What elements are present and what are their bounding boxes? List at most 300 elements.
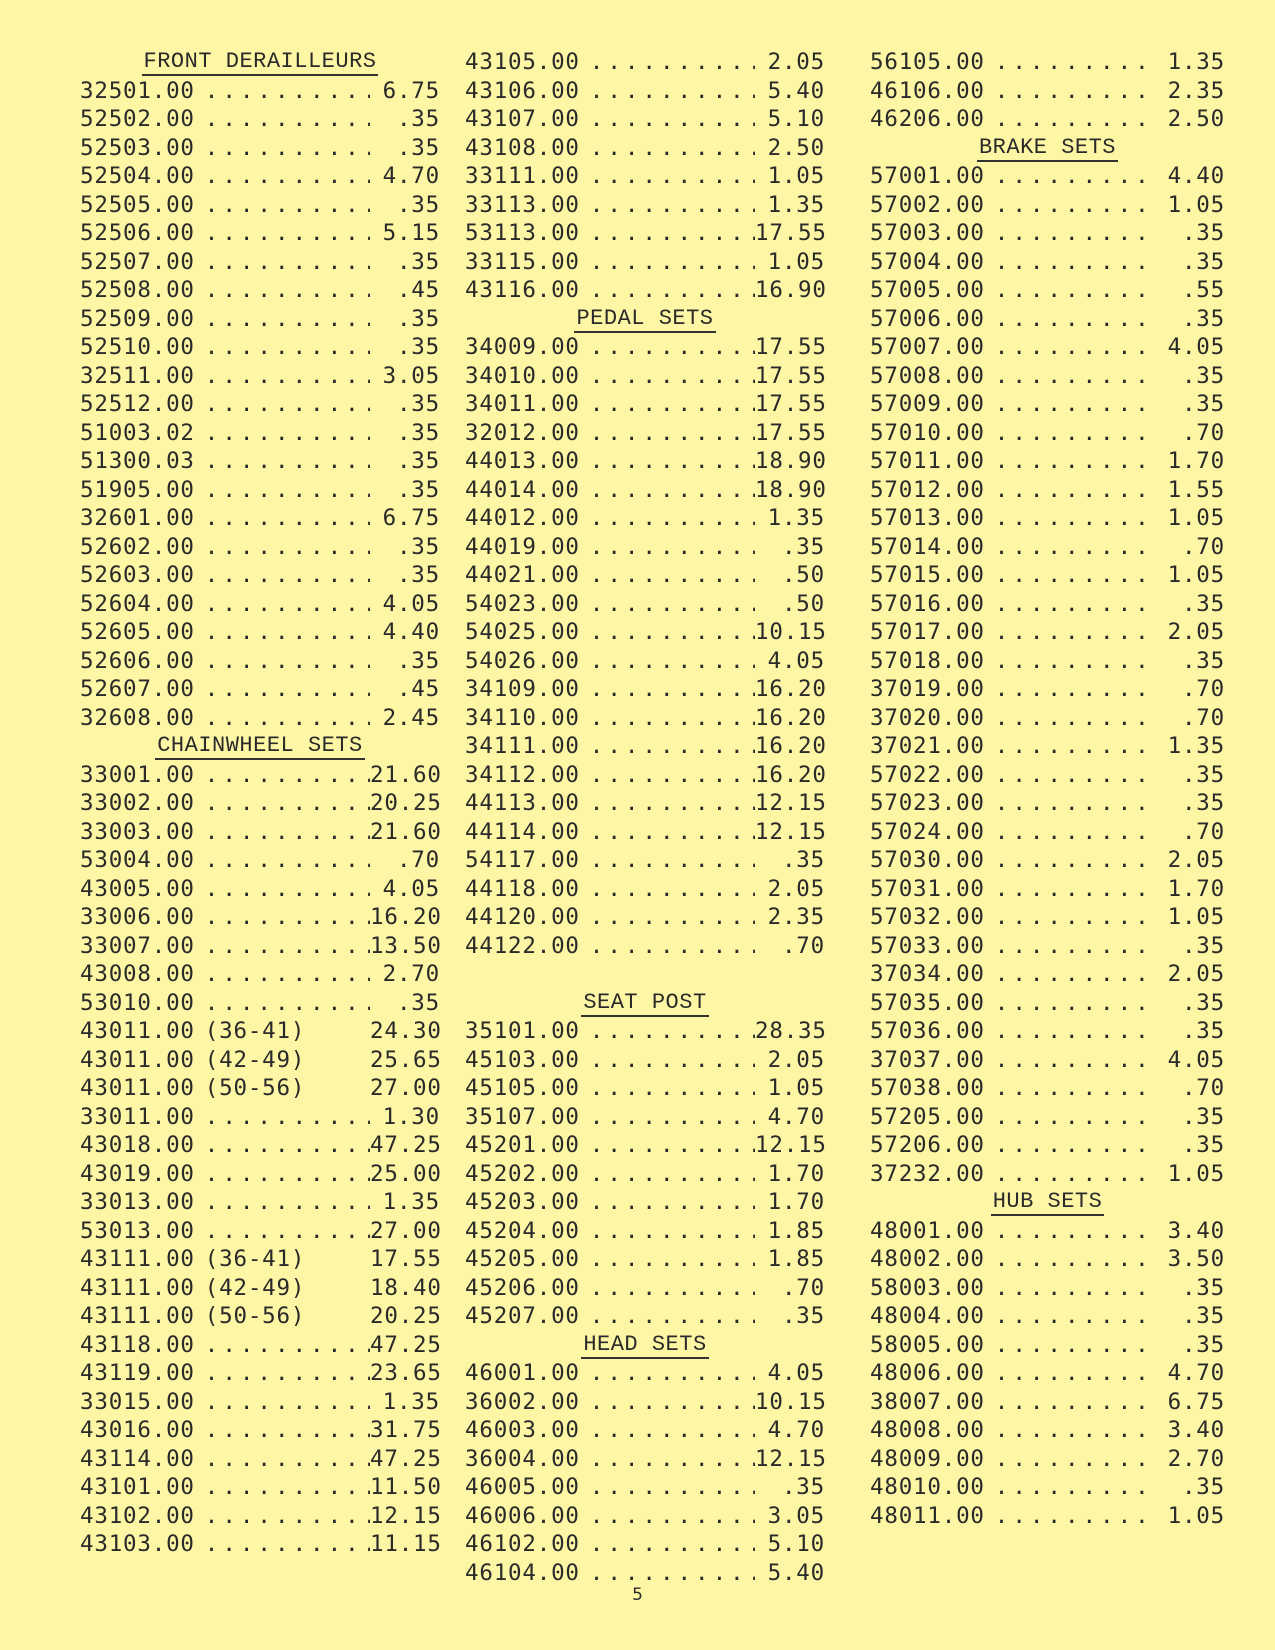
part-number: 43111.00 <box>80 1274 195 1301</box>
price-row <box>870 1274 1225 1303</box>
section-header-text: BRAKE SETS <box>978 134 1117 160</box>
dot-leader <box>580 1388 755 1417</box>
price-value: .50 <box>781 562 825 588</box>
price-row <box>80 1046 440 1075</box>
dot-leader <box>195 219 370 248</box>
dot-leader <box>985 561 1155 590</box>
price-row <box>870 1445 1225 1474</box>
price-row <box>465 1502 825 1531</box>
part-number: 32608.00 <box>80 704 195 731</box>
price-row <box>465 618 825 647</box>
dot-leader <box>580 1074 755 1103</box>
part-number: 33013.00 <box>80 1189 195 1215</box>
price-value: .35 <box>396 989 440 1016</box>
price-value: 4.70 <box>767 1417 825 1443</box>
price-row <box>870 191 1225 220</box>
price-value: .70 <box>781 1274 825 1301</box>
price-value: 2.70 <box>382 961 440 987</box>
part-number: 33006.00 <box>80 904 195 930</box>
row-filler <box>313 1245 370 1274</box>
dot-leader <box>985 48 1155 77</box>
price-row <box>465 932 825 961</box>
part-number: 57018.00 <box>870 647 985 674</box>
part-number: 44118.00 <box>465 875 580 902</box>
price-row <box>80 1445 440 1474</box>
price-value: .45 <box>396 676 440 702</box>
part-number: 33011.00 <box>80 1103 195 1130</box>
price-value: .35 <box>1181 932 1225 959</box>
price-value: 2.05 <box>767 49 825 75</box>
dot-leader <box>580 1473 755 1502</box>
price-value: 4.70 <box>767 1103 825 1130</box>
price-value: .35 <box>1181 989 1225 1016</box>
part-number: 57205.00 <box>870 1103 985 1130</box>
part-number: 45203.00 <box>465 1189 580 1215</box>
price-value: 11.15 <box>370 1531 442 1557</box>
dot-leader <box>580 276 755 305</box>
part-number: 57005.00 <box>870 277 985 303</box>
part-number: 46106.00 <box>870 77 985 104</box>
dot-leader <box>580 1302 755 1331</box>
price-value: .35 <box>781 847 825 873</box>
price-value: .35 <box>781 533 825 560</box>
price-value: 4.05 <box>1167 1046 1225 1073</box>
price-row <box>870 960 1225 989</box>
price-value: 25.00 <box>370 1160 442 1187</box>
price-value: 1.35 <box>767 191 825 218</box>
dot-leader <box>985 932 1155 961</box>
dot-leader <box>580 875 755 904</box>
part-number: 58005.00 <box>870 1331 985 1358</box>
price-row <box>870 1103 1225 1132</box>
dot-leader <box>195 305 370 334</box>
price-row <box>870 846 1225 875</box>
price-value: 3.40 <box>1167 1217 1225 1244</box>
part-number: 52503.00 <box>80 134 195 161</box>
dot-leader <box>985 1416 1155 1445</box>
part-number: 57015.00 <box>870 562 985 588</box>
dot-leader <box>195 761 370 790</box>
part-number: 46005.00 <box>465 1474 580 1500</box>
price-value: 2.50 <box>767 134 825 161</box>
part-number: 52506.00 <box>80 220 195 246</box>
price-row <box>80 1388 440 1417</box>
price-row <box>465 134 825 163</box>
part-number: 57008.00 <box>870 362 985 389</box>
price-row <box>80 1502 440 1531</box>
price-row <box>80 989 440 1018</box>
part-number: 57004.00 <box>870 248 985 275</box>
dot-leader <box>195 989 370 1018</box>
price-row <box>870 419 1225 448</box>
price-value: .35 <box>1181 790 1225 816</box>
part-number: 57007.00 <box>870 334 985 360</box>
price-row <box>465 1416 825 1445</box>
dot-leader <box>195 1388 370 1417</box>
price-row <box>465 732 825 761</box>
dot-leader <box>195 1359 370 1388</box>
price-row <box>465 447 825 476</box>
price-row <box>870 618 1225 647</box>
part-number: 43103.00 <box>80 1531 195 1557</box>
part-number: 45202.00 <box>465 1160 580 1187</box>
part-number: 57002.00 <box>870 191 985 218</box>
dot-leader <box>985 590 1155 619</box>
part-number: 43111.00 <box>80 1246 195 1272</box>
dot-leader <box>580 704 755 733</box>
price-value: 1.05 <box>767 248 825 275</box>
size-range: (36-41) <box>204 1018 306 1044</box>
price-row <box>870 390 1225 419</box>
dot-leader <box>195 789 370 818</box>
price-row <box>80 476 440 505</box>
part-number: 57036.00 <box>870 1018 985 1044</box>
price-value: 1.05 <box>767 163 825 189</box>
price-value: .70 <box>1181 818 1225 845</box>
price-value: 10.15 <box>755 619 827 645</box>
price-row <box>80 1530 440 1559</box>
price-value: 1.05 <box>1167 191 1225 218</box>
part-number: 45201.00 <box>465 1132 580 1158</box>
price-value: 12.15 <box>755 1445 827 1472</box>
part-number: 43105.00 <box>465 49 580 75</box>
price-row <box>465 789 825 818</box>
dot-leader <box>580 903 755 932</box>
part-number: 52505.00 <box>80 191 195 218</box>
price-row <box>870 1473 1225 1502</box>
price-row <box>465 1245 825 1274</box>
price-value: 4.40 <box>382 619 440 645</box>
dot-leader <box>985 476 1155 505</box>
price-value: 1.55 <box>1167 476 1225 503</box>
part-number: 56105.00 <box>870 49 985 75</box>
dot-leader <box>195 1331 370 1360</box>
price-value: .35 <box>1181 305 1225 332</box>
dot-leader <box>195 1103 370 1132</box>
price-row <box>80 903 440 932</box>
dot-leader <box>195 1416 370 1445</box>
part-number: 37232.00 <box>870 1160 985 1187</box>
part-number: 54025.00 <box>465 619 580 645</box>
row-filler <box>313 1017 370 1046</box>
part-number: 34010.00 <box>465 362 580 389</box>
section-header-text: HUB SETS <box>992 1189 1103 1214</box>
price-value: 4.40 <box>1167 163 1225 189</box>
price-value: .35 <box>396 191 440 218</box>
price-value: .35 <box>396 533 440 560</box>
dot-leader <box>195 419 370 448</box>
price-value: .35 <box>1181 761 1225 788</box>
section-header <box>80 48 440 77</box>
dot-leader <box>195 647 370 676</box>
part-number: 57009.00 <box>870 391 985 417</box>
price-value: 2.05 <box>1167 619 1225 645</box>
dot-leader <box>985 875 1155 904</box>
price-row <box>80 1302 440 1331</box>
price-row <box>465 1559 825 1588</box>
price-row <box>80 419 440 448</box>
price-value: 10.15 <box>755 1388 827 1415</box>
price-value: 4.05 <box>767 1360 825 1386</box>
price-value: 1.70 <box>767 1189 825 1215</box>
price-value: .35 <box>1181 248 1225 275</box>
dot-leader <box>985 818 1155 847</box>
price-row <box>870 105 1225 134</box>
price-value: 3.50 <box>1167 1246 1225 1272</box>
price-row <box>80 248 440 277</box>
dot-leader <box>580 419 755 448</box>
price-row <box>870 1245 1225 1274</box>
price-row <box>465 1530 825 1559</box>
dot-leader <box>195 704 370 733</box>
price-row <box>870 1331 1225 1360</box>
part-number: 57022.00 <box>870 761 985 788</box>
part-number: 57030.00 <box>870 847 985 873</box>
price-row <box>465 504 825 533</box>
part-number: 57012.00 <box>870 476 985 503</box>
price-row <box>80 704 440 733</box>
price-row <box>870 1302 1225 1331</box>
part-number: 58003.00 <box>870 1274 985 1301</box>
price-row <box>465 846 825 875</box>
dot-leader <box>985 1017 1155 1046</box>
part-number: 52605.00 <box>80 619 195 645</box>
price-value: 5.40 <box>767 77 825 104</box>
dot-leader <box>580 476 755 505</box>
section-header-text: CHAINWHEEL SETS <box>157 733 363 758</box>
dot-leader <box>985 362 1155 391</box>
part-number: 52604.00 <box>80 590 195 617</box>
price-row <box>465 1445 825 1474</box>
part-number: 57003.00 <box>870 220 985 246</box>
price-row <box>80 647 440 676</box>
dot-leader <box>580 162 755 191</box>
part-number: 57001.00 <box>870 163 985 189</box>
part-number: 52603.00 <box>80 562 195 588</box>
price-row <box>80 1331 440 1360</box>
price-row <box>80 789 440 818</box>
price-row <box>465 390 825 419</box>
part-number: 48001.00 <box>870 1217 985 1244</box>
part-number: 36002.00 <box>465 1388 580 1415</box>
dot-leader <box>195 1160 370 1189</box>
price-row <box>870 1502 1225 1531</box>
price-value: .35 <box>1181 220 1225 246</box>
part-number: 43102.00 <box>80 1502 195 1529</box>
price-row <box>870 989 1225 1018</box>
row-spacer <box>465 960 825 989</box>
price-value: .35 <box>396 448 440 474</box>
price-value: 4.05 <box>382 590 440 617</box>
price-value: 47.25 <box>370 1132 442 1158</box>
dot-leader <box>580 647 755 676</box>
part-number: 33111.00 <box>465 163 580 189</box>
price-row <box>870 48 1225 77</box>
part-number: 33015.00 <box>80 1388 195 1415</box>
price-row <box>870 248 1225 277</box>
part-number: 44013.00 <box>465 448 580 474</box>
price-value: 2.05 <box>767 875 825 902</box>
dot-leader <box>195 590 370 619</box>
dot-leader <box>985 77 1155 106</box>
part-number: 57016.00 <box>870 590 985 617</box>
price-row <box>465 1131 825 1160</box>
part-number: 57038.00 <box>870 1075 985 1101</box>
dot-leader <box>985 846 1155 875</box>
part-number: 52508.00 <box>80 277 195 303</box>
dot-leader <box>985 1302 1155 1331</box>
part-number: 34111.00 <box>465 733 580 759</box>
part-number: 33003.00 <box>80 818 195 845</box>
price-row <box>465 1188 825 1217</box>
part-number: 51300.03 <box>80 448 195 474</box>
part-number: 43114.00 <box>80 1445 195 1472</box>
dot-leader <box>985 219 1155 248</box>
price-value: 1.35 <box>1167 733 1225 759</box>
price-value: 27.00 <box>370 1217 442 1244</box>
dot-leader <box>580 48 755 77</box>
dot-leader <box>985 390 1155 419</box>
price-column-1 <box>80 48 440 1559</box>
price-row <box>870 732 1225 761</box>
price-row <box>465 362 825 391</box>
part-number: 43119.00 <box>80 1360 195 1386</box>
price-value: 4.70 <box>1167 1360 1225 1386</box>
dot-leader <box>195 846 370 875</box>
part-number: 52607.00 <box>80 676 195 702</box>
price-value: 23.65 <box>370 1360 442 1386</box>
part-number: 57023.00 <box>870 790 985 816</box>
price-value: .35 <box>396 106 440 132</box>
part-number: 52602.00 <box>80 533 195 560</box>
dot-leader <box>985 989 1155 1018</box>
price-row <box>870 1131 1225 1160</box>
price-row <box>465 1160 825 1189</box>
part-number: 43118.00 <box>80 1331 195 1358</box>
dot-leader <box>580 1445 755 1474</box>
price-row <box>80 447 440 476</box>
price-row <box>465 561 825 590</box>
part-number: 34112.00 <box>465 761 580 788</box>
price-value: 2.35 <box>1167 77 1225 104</box>
part-number: 51003.02 <box>80 419 195 446</box>
dot-leader <box>195 447 370 476</box>
dot-leader <box>195 960 370 989</box>
part-number: 57013.00 <box>870 505 985 531</box>
part-number: 34011.00 <box>465 391 580 417</box>
part-number: 35107.00 <box>465 1103 580 1130</box>
dot-leader <box>195 162 370 191</box>
part-number: 48004.00 <box>870 1303 985 1329</box>
dot-leader <box>985 1217 1155 1246</box>
price-value: .70 <box>781 932 825 959</box>
price-row <box>80 932 440 961</box>
dot-leader <box>580 1103 755 1132</box>
dot-leader <box>195 476 370 505</box>
price-value: 6.75 <box>382 77 440 104</box>
part-number: 43108.00 <box>465 134 580 161</box>
part-number: 52606.00 <box>80 647 195 674</box>
price-row <box>465 162 825 191</box>
dot-leader <box>195 903 370 932</box>
dot-leader <box>580 362 755 391</box>
part-number: 48006.00 <box>870 1360 985 1386</box>
dot-leader <box>985 1502 1155 1531</box>
price-value: 17.55 <box>755 362 827 389</box>
price-value: .35 <box>396 391 440 417</box>
price-row <box>870 761 1225 790</box>
part-number: 43019.00 <box>80 1160 195 1187</box>
price-value: 21.60 <box>370 818 442 845</box>
dot-leader <box>985 1245 1155 1274</box>
part-number: 43008.00 <box>80 961 195 987</box>
part-number: 48002.00 <box>870 1246 985 1272</box>
price-value: 18.90 <box>755 448 827 474</box>
price-row <box>870 533 1225 562</box>
dot-leader <box>195 1502 370 1531</box>
part-number: 37034.00 <box>870 961 985 987</box>
price-value: 12.15 <box>755 1132 827 1158</box>
part-number: 51905.00 <box>80 476 195 503</box>
dot-leader <box>195 1445 370 1474</box>
price-value: 1.05 <box>1167 1160 1225 1187</box>
price-row <box>80 1131 440 1160</box>
price-value: 1.35 <box>767 505 825 531</box>
dot-leader <box>985 1359 1155 1388</box>
part-number: 35101.00 <box>465 1018 580 1044</box>
price-value: 4.05 <box>1167 334 1225 360</box>
dot-leader <box>985 1160 1155 1189</box>
price-row <box>870 647 1225 676</box>
price-value: 1.35 <box>382 1388 440 1415</box>
price-row <box>465 1046 825 1075</box>
dot-leader <box>195 333 370 362</box>
row-filler <box>313 1302 370 1331</box>
price-value: 1.05 <box>767 1075 825 1101</box>
dot-leader <box>985 1074 1155 1103</box>
part-number: 48008.00 <box>870 1417 985 1443</box>
dot-leader <box>985 1473 1155 1502</box>
dot-leader <box>580 561 755 590</box>
price-row <box>80 504 440 533</box>
price-row <box>80 1017 440 1046</box>
row-filler <box>313 1046 370 1075</box>
price-row <box>80 333 440 362</box>
price-value: 31.75 <box>370 1417 442 1443</box>
price-row <box>80 390 440 419</box>
price-row <box>870 77 1225 106</box>
dot-leader <box>580 675 755 704</box>
dot-leader <box>580 761 755 790</box>
price-row <box>80 162 440 191</box>
price-value: 1.05 <box>1167 505 1225 531</box>
dot-leader <box>580 105 755 134</box>
dot-leader <box>580 618 755 647</box>
price-row <box>465 219 825 248</box>
dot-leader <box>985 1388 1155 1417</box>
price-row <box>465 105 825 134</box>
price-value: 12.15 <box>755 790 827 816</box>
part-number: 52510.00 <box>80 334 195 360</box>
price-value: .35 <box>396 647 440 674</box>
price-value: 1.05 <box>1167 904 1225 930</box>
dot-leader <box>580 77 755 106</box>
price-value: 47.25 <box>370 1445 442 1472</box>
dot-leader <box>195 875 370 904</box>
part-number: 43011.00 <box>80 1018 195 1044</box>
price-value: .35 <box>396 134 440 161</box>
part-number: 38007.00 <box>870 1388 985 1415</box>
